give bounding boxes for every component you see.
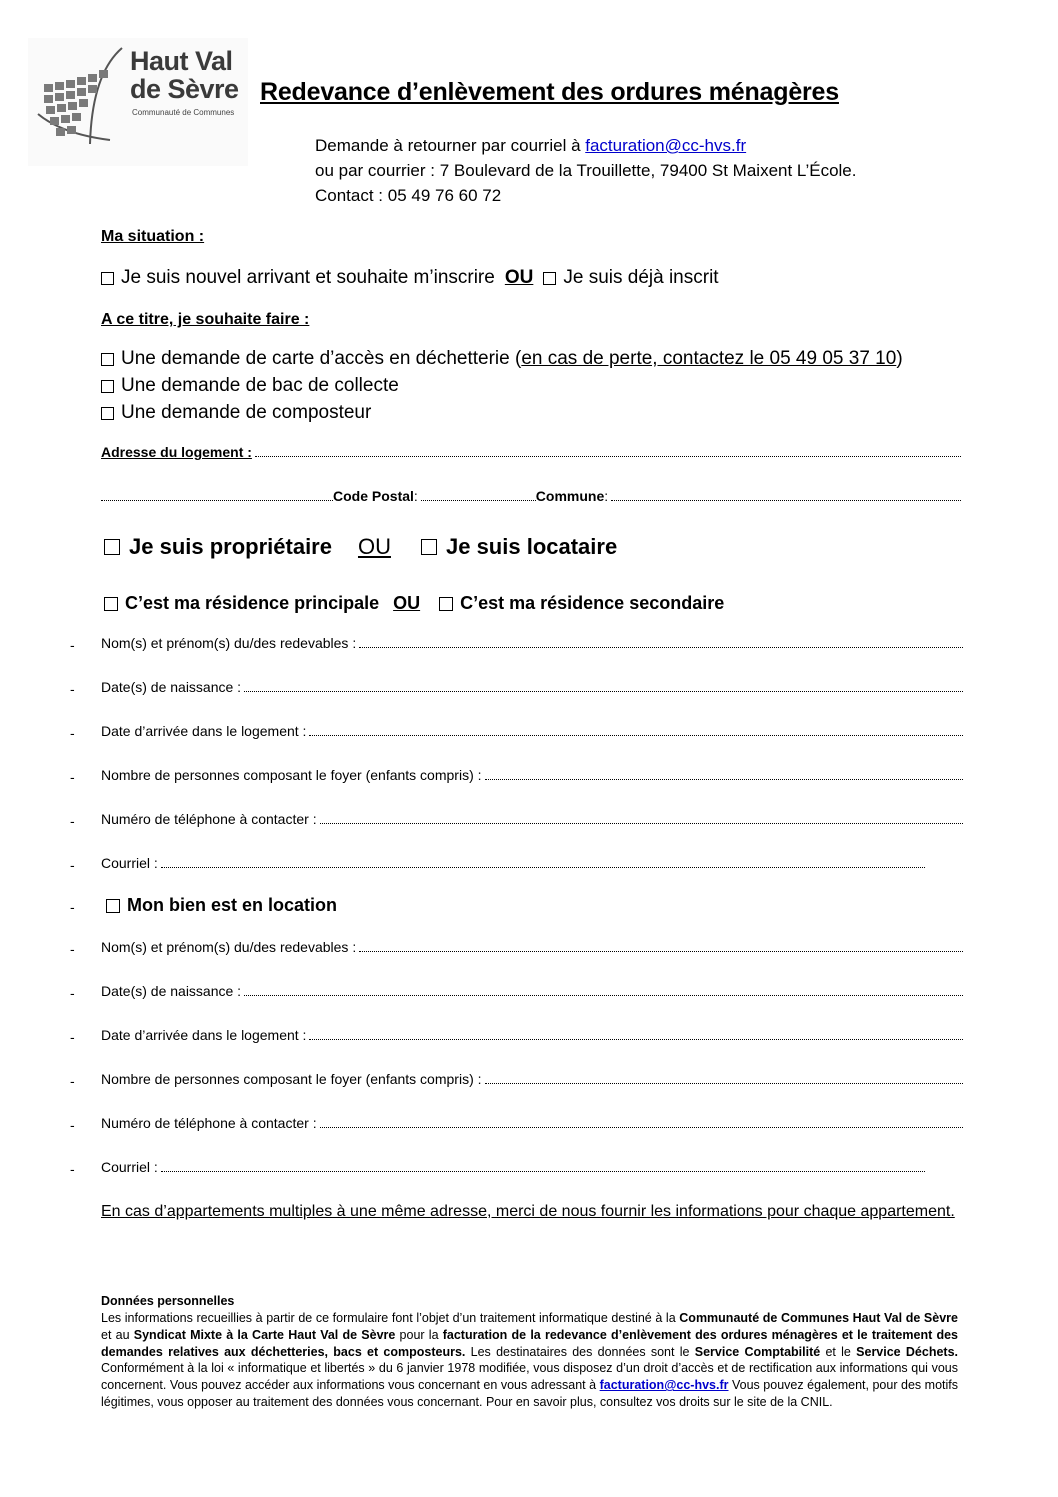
field-input-line[interactable] xyxy=(161,867,925,868)
return-instructions xyxy=(315,136,746,156)
privacy-text-3: pour la xyxy=(395,1327,443,1342)
bin-checkbox[interactable] xyxy=(101,380,114,393)
privacy-email-link[interactable]: facturation@cc-hvs.fr xyxy=(599,1378,729,1393)
field-input-line[interactable] xyxy=(320,1127,963,1128)
already-registered-checkbox[interactable] xyxy=(543,272,556,285)
logo-grid-icon xyxy=(32,44,132,154)
names-field[interactable] xyxy=(101,635,963,651)
field-input-line[interactable] xyxy=(485,1083,963,1084)
bullet-dash: - xyxy=(70,813,75,829)
bullet-dash: - xyxy=(70,899,75,915)
field-label: Nombre de personnes composant le foyer (enfants compris) : xyxy=(101,1071,482,1087)
bullet-dash: - xyxy=(70,681,75,697)
secondary-residence-checkbox[interactable] xyxy=(439,597,453,611)
field-label: Nom(s) et prénom(s) du/des redevables : xyxy=(101,939,357,955)
arrival-date-field[interactable] xyxy=(101,1027,963,1043)
logo-line-1: Haut Val xyxy=(130,46,233,76)
field-input-line[interactable] xyxy=(485,779,963,780)
situation-heading: Ma situation : xyxy=(101,228,205,245)
privacy-text-6: Conformément à la loi « informatique et libertés » du 6 janvier 1978 modifiée, vous disposez d’un droit d’accès et de rectification aux informations qui vous concernent. Vous pouvez accéder aux informations vous concernant en vous adressant à xyxy=(101,1361,958,1393)
field-input-line[interactable] xyxy=(359,951,963,952)
privacy-text-1: Les informations recueillies à partir de ce formulaire font l’objet d’un traitement informatique destiné à la xyxy=(101,1311,680,1325)
owner-checkbox[interactable] xyxy=(104,539,120,555)
bullet-dash: - xyxy=(70,1029,75,1045)
access-card-request xyxy=(101,348,903,370)
new-resident-label: Je suis nouvel arrivant et souhaite m’inscrire xyxy=(121,267,495,288)
phone-field[interactable] xyxy=(101,1115,963,1131)
birthdate-field[interactable] xyxy=(101,983,963,999)
composter-checkbox[interactable] xyxy=(101,407,114,420)
commune-colon: : xyxy=(604,488,609,504)
birthdate-field[interactable] xyxy=(101,679,963,695)
privacy-text-4: Les destinataires des données sont le xyxy=(465,1344,695,1359)
rental-checkbox[interactable] xyxy=(106,899,120,913)
field-input-line[interactable] xyxy=(244,691,963,692)
bullet-dash: - xyxy=(70,1117,75,1133)
logo-line-2: de Sèvre xyxy=(130,74,239,104)
logo xyxy=(28,38,248,166)
privacy-bold-2: Syndicat Mixte à la Carte Haut Val de Sèvre xyxy=(133,1327,396,1342)
field-label: Date(s) de naissance : xyxy=(101,679,242,695)
privacy-text-2: et au xyxy=(101,1327,134,1342)
ownership-options xyxy=(104,534,617,560)
tenant-checkbox[interactable] xyxy=(421,539,437,555)
field-label: Numéro de téléphone à contacter : xyxy=(101,1115,317,1131)
composter-label: Une demande de composteur xyxy=(121,402,372,423)
main-residence-checkbox[interactable] xyxy=(104,597,118,611)
access-card-checkbox[interactable] xyxy=(101,353,114,366)
access-card-label: Une demande de carte d’accès en déchetterie ( xyxy=(121,348,522,369)
situation-options xyxy=(101,267,719,289)
rental-option xyxy=(106,895,337,916)
email-link[interactable]: facturation@cc-hvs.fr xyxy=(585,136,747,155)
requests-heading: A ce titre, je souhaite faire : xyxy=(101,311,310,328)
bullet-dash: - xyxy=(70,1073,75,1089)
residence-or: OU xyxy=(393,593,421,613)
bullet-dash: - xyxy=(70,769,75,785)
arrival-date-field[interactable] xyxy=(101,723,963,739)
postal-code-line[interactable] xyxy=(421,500,536,501)
main-residence-label: C’est ma résidence principale xyxy=(125,593,380,613)
postal-code-label: Code Postal xyxy=(333,488,414,504)
postal-code-colon: : xyxy=(413,488,418,504)
bullet-dash: - xyxy=(70,725,75,741)
field-input-line[interactable] xyxy=(309,735,963,736)
bin-label: Une demande de bac de collecte xyxy=(121,375,399,396)
bin-request xyxy=(101,375,399,397)
field-label: Nombre de personnes composant le foyer (enfants compris) : xyxy=(101,767,482,783)
already-registered-label: Je suis déjà inscrit xyxy=(563,267,719,288)
contact-phone: Contact : 05 49 76 60 72 xyxy=(315,186,502,205)
composter-request xyxy=(101,402,371,424)
new-resident-checkbox[interactable] xyxy=(101,272,114,285)
logo-tagline: Communauté de Communes xyxy=(132,108,235,117)
bullet-dash: - xyxy=(70,857,75,873)
field-label: Courriel : xyxy=(101,1159,158,1175)
page-title: Redevance d’enlèvement des ordures ménagères xyxy=(260,78,839,106)
address-field[interactable] xyxy=(101,444,961,460)
email-field[interactable] xyxy=(101,855,925,871)
privacy-text xyxy=(101,1310,958,1411)
field-input-line[interactable] xyxy=(161,1171,925,1172)
commune-label: Commune xyxy=(535,488,605,504)
address-line-2 xyxy=(101,488,961,504)
postal-address: ou par courrier : 7 Boulevard de la Trouillette, 79400 St Maixent L’École. xyxy=(315,161,857,180)
phone-field[interactable] xyxy=(101,811,963,827)
rental-label: Mon bien est en location xyxy=(127,895,338,915)
bullet-dash: - xyxy=(70,941,75,957)
address-input-line[interactable] xyxy=(255,456,961,457)
secondary-residence-label: C’est ma résidence secondaire xyxy=(460,593,725,613)
or-separator: OU xyxy=(504,267,534,288)
tenant-label: Je suis locataire xyxy=(445,534,618,559)
return-instructions-text: Demande à retourner par courriel à xyxy=(315,136,586,155)
field-label: Date(s) de naissance : xyxy=(101,983,242,999)
privacy-heading: Données personnelles xyxy=(101,1294,235,1308)
commune-line[interactable] xyxy=(611,500,961,501)
household-size-field[interactable] xyxy=(101,1071,963,1087)
field-label: Numéro de téléphone à contacter : xyxy=(101,811,317,827)
privacy-bold-5: Service Déchets. xyxy=(856,1344,959,1359)
privacy-text-7: Vous pouvez également, pour des motifs légitimes, vous opposer au traitement des données vous concernant. Pour en savoir plus, consultez vos droits sur le site de la CNIL. xyxy=(101,1378,958,1409)
household-size-field[interactable] xyxy=(101,767,963,783)
privacy-text-5: et le xyxy=(820,1344,857,1359)
privacy-bold-1: Communauté de Communes Haut Val de Sèvre xyxy=(679,1311,958,1325)
field-label: Courriel : xyxy=(101,855,158,871)
field-label: Date d’arrivée dans le logement : xyxy=(101,723,307,739)
residence-options xyxy=(104,593,724,614)
field-label: Date d’arrivée dans le logement : xyxy=(101,1027,307,1043)
privacy-bold-3: facturation de la redevance d’enlèvement des ordures ménagères et le traitement des demandes relatives aux déchetteries, bacs et composteurs. xyxy=(101,1327,958,1359)
bullet-dash: - xyxy=(70,1161,75,1177)
field-input-line[interactable] xyxy=(309,1039,963,1040)
names-field[interactable] xyxy=(101,939,963,955)
access-card-close: ) xyxy=(896,348,903,369)
ownership-or: OU xyxy=(357,534,391,559)
field-label: Nom(s) et prénom(s) du/des redevables : xyxy=(101,635,357,651)
lost-card-contact: en cas de perte, contactez le 05 49 05 37 10 xyxy=(521,348,897,369)
bullet-dash: - xyxy=(70,985,75,1001)
multiple-apartments-note: En cas d’appartements multiples à une même adresse, merci de nous fournir les informations pour chaque appartement. xyxy=(101,1203,955,1220)
email-field[interactable] xyxy=(101,1159,925,1175)
field-input-line[interactable] xyxy=(359,647,963,648)
bullet-dash: - xyxy=(70,637,75,653)
privacy-bold-4: Service Comptabilité xyxy=(694,1344,821,1359)
address-continuation-line[interactable] xyxy=(101,500,333,501)
owner-label: Je suis propriétaire xyxy=(129,534,332,559)
field-input-line[interactable] xyxy=(320,823,963,824)
address-label: Adresse du logement : xyxy=(101,444,252,460)
field-input-line[interactable] xyxy=(244,995,963,996)
